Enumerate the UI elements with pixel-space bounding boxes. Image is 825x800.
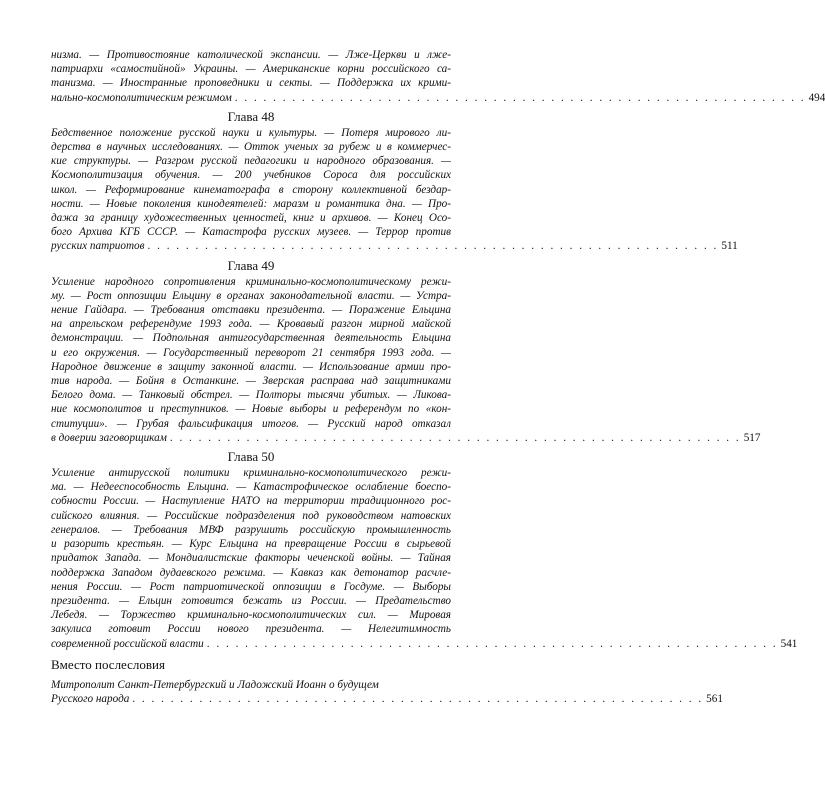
- page-number: 494: [808, 91, 825, 104]
- entry-line: Усиление народного сопротивления криминально-космополитическому режи-: [51, 275, 451, 288]
- toc-entry-prev: [51, 48, 825, 105]
- dot-leader: . . . . . . . . . . . . . . . . . . . . . . . . . . . . . . . . . . . . . . . . . . . . . . . . . . . . . . . . . . . .: [132, 692, 704, 705]
- entry-last-line: [51, 637, 798, 651]
- entry-line: Усиление антирусской политики криминально-космополитического режи-: [51, 467, 451, 480]
- entry-line: нение Гайдара. — Требования отставки президента. — Поражение Ельцина: [51, 304, 451, 317]
- entry-line: сийского влияния. — Российские подразделения под руководством натовских: [51, 509, 451, 522]
- page-number: 541: [780, 637, 798, 650]
- entry-line: генералов. — Требования МВФ разрушить российскую промышленность: [51, 523, 451, 536]
- entry-line: дерства в научных исследованиях. — Отток ученых за рубеж и в коммерчес-: [51, 141, 451, 154]
- entry-line: придаток Запада. — Мондиалистские факторы чеченской войны. — Тайная: [51, 552, 451, 565]
- entry-line: школ. — Реформирование кинематографа в сторону коллективной бездар-: [51, 183, 451, 196]
- entry-last-line: [51, 431, 761, 445]
- toc-page: [51, 48, 825, 706]
- entry-last-line: [51, 239, 738, 253]
- entry-line: русских патриотов: [51, 240, 145, 253]
- entry-line: президента. — Ельцин готовится бежать из России. — Предательство: [51, 594, 451, 607]
- entry-line: нения России. — Рост патриотической оппозиции в Госдуме. — Выборы: [51, 580, 451, 593]
- toc-entry-49: [51, 275, 761, 445]
- page-number: 517: [743, 431, 761, 444]
- entry-line: на апрельском референдуме 1993 года. — Кровавый разгон мирной майской: [51, 318, 451, 331]
- dot-leader: . . . . . . . . . . . . . . . . . . . . . . . . . . . . . . . . . . . . . . . . . . . . . . . . . . . . . . . . . . . .: [147, 240, 719, 253]
- entry-line: Народное движение в защиту законной власти. — Использование армии про-: [51, 360, 451, 373]
- entry-line: собности России. — Наступление НАТО на территории традиционного рос-: [51, 495, 451, 508]
- entry-line: закулиса готовит России нового президента. — Нелегитимность: [51, 623, 451, 636]
- dot-leader: . . . . . . . . . . . . . . . . . . . . . . . . . . . . . . . . . . . . . . . . . . . . . . . . . . . . . . . . . . . .: [234, 91, 806, 104]
- entry-line: низма. — Противостояние католической экспансии. — Лже-Церкви и лже-: [51, 49, 451, 61]
- chapter-heading-50: Глава 50: [227, 449, 275, 465]
- entry-line: современной российской власти: [51, 637, 204, 650]
- toc-entry-50: [51, 466, 798, 651]
- entry-line: патриархи «самостийной» Украины. — Американские корни российского са-: [51, 63, 451, 76]
- entry-line: дажа за границу художественных ценностей, книг и архивов. — Конец Осо-: [51, 212, 451, 225]
- entry-line: поддержка Западом дудаевского режима. — Кавказ как детонатор расчле-: [51, 566, 451, 579]
- entry-line: в доверии заговорщикам: [51, 431, 167, 444]
- entry-line: ма. — Недееспособность Ельцина. — Катастрофическое ослабление боеспо-: [51, 481, 451, 494]
- entry-line: Русского народа: [51, 692, 130, 705]
- chapter-heading-48: Глава 48: [227, 108, 275, 124]
- page-number: 561: [706, 692, 723, 705]
- entry-line: нально-космополитическим режимом: [51, 91, 232, 104]
- entry-last-line: [51, 91, 825, 105]
- afterword-heading: Вместо послесловия: [51, 656, 165, 672]
- entry-line: ние космополитов и преступников. — Новые выборы и референдум по «кон-: [51, 403, 451, 416]
- dot-leader: . . . . . . . . . . . . . . . . . . . . . . . . . . . . . . . . . . . . . . . . . . . . . . . . . . . . . . . . . . . .: [169, 431, 741, 444]
- entry-line: Бедственное положение русской науки и культуры. — Потеря мирового ли-: [51, 126, 451, 139]
- page-number: 511: [721, 240, 738, 253]
- entry-line: Митрополит Санкт-Петербургский и Ладожский Иоанн о будущем: [51, 678, 379, 691]
- entry-line: демонстрации. — Подпольная антигосударственная деятельность Ельцина: [51, 332, 451, 345]
- entry-line: му. — Рост оппозиции Ельцину в органах законодательной власти. — Устра-: [51, 289, 451, 302]
- toc-entry-48: [51, 126, 738, 254]
- entry-line: Белого дома. — Танковый обстрел. — Полторы тысячи убитых. — Ликова-: [51, 389, 451, 402]
- entry-line: ности. — Новые поколения кинодеятелей: маразм и романтика дна. — Про-: [51, 197, 451, 210]
- toc-entry-afterword: [51, 678, 723, 706]
- entry-line: Космополитизация обучения. — 200 учебников Сороса для российских: [51, 169, 451, 182]
- entry-line: Лебедя. — Торжество криминально-космополитических сил. — Мировая: [51, 609, 451, 622]
- entry-line: бого Архива КГБ СССР. — Катастрофа русских музеев. — Террор против: [51, 226, 451, 239]
- entry-line: и его окружения. — Государственный переворот 21 сентября 1993 года. —: [51, 346, 451, 359]
- chapter-heading-49: Глава 49: [227, 257, 275, 273]
- dot-leader: . . . . . . . . . . . . . . . . . . . . . . . . . . . . . . . . . . . . . . . . . . . . . . . . . . . . . . . . . . . .: [206, 637, 778, 650]
- entry-line: тив народа. — Бойня в Останкине. — Зверская расправа над защитниками: [51, 375, 451, 388]
- entry-line: и разорить крестьян. — Курс Ельцина на превращение России в сырьевой: [51, 538, 451, 551]
- entry-line: танизма. — Иностранные проповедники и секты. — Поддержка их крими-: [51, 77, 451, 90]
- entry-last-line: [51, 692, 723, 706]
- entry-line: кие структуры. — Разгром русской педагогики и народного образования. —: [51, 155, 451, 168]
- entry-line: ституции». — Грубая фальсификация итогов. — Русский народ отказал: [51, 417, 451, 430]
